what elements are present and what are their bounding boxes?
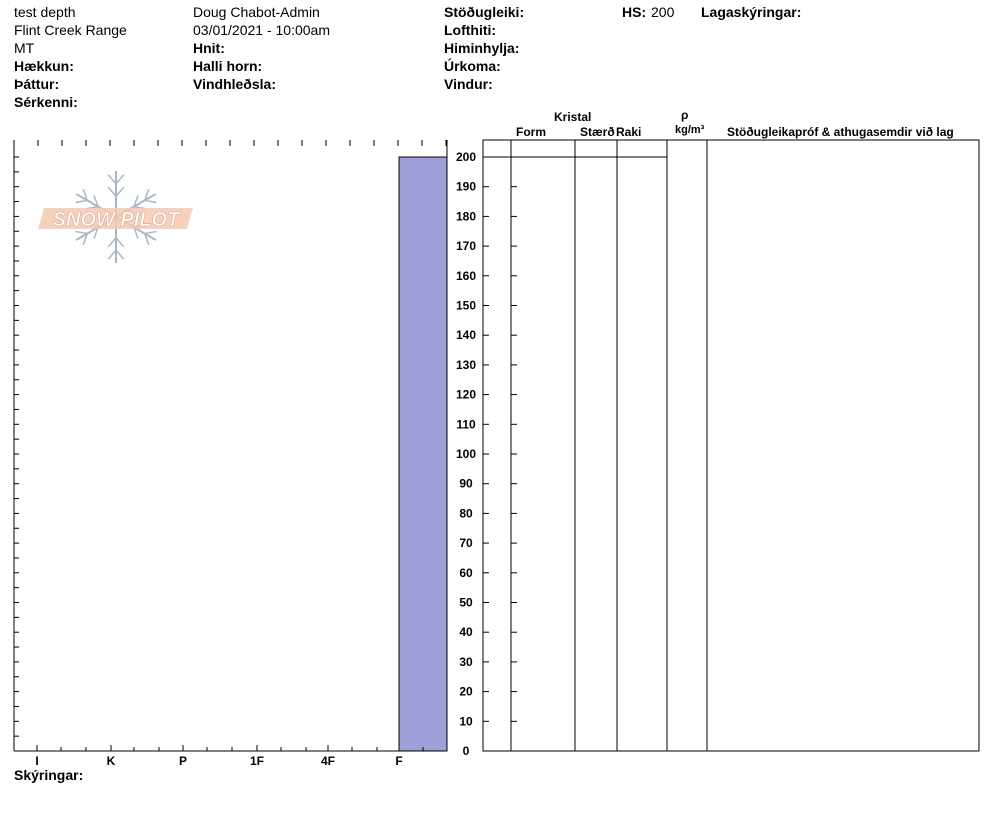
- depth-tick-label: 150: [455, 298, 477, 313]
- hardness-tick-label: P: [178, 754, 188, 768]
- moisture-heading: Raki: [616, 125, 642, 139]
- depth-tick-label: 20: [459, 684, 473, 699]
- snowflake-branch: [108, 250, 116, 259]
- columns-frame: [483, 140, 979, 751]
- rho-heading: ρ: [681, 108, 689, 122]
- depth-tick-label: 0: [462, 744, 470, 758]
- crystal-heading: Kristal: [554, 110, 592, 124]
- snowflake-branch: [116, 175, 124, 184]
- depth-tick-label: 50: [459, 595, 473, 610]
- snowflake-branch: [108, 175, 116, 184]
- hardness-layer-bar: [399, 157, 447, 751]
- depth-tick-label: 70: [459, 536, 473, 551]
- range-name: Flint Creek Range: [14, 22, 127, 38]
- depth-tick-label: 10: [459, 714, 473, 729]
- depth-tick-label: 200: [455, 150, 477, 164]
- footer-notes-label: Skýringar:: [14, 767, 84, 783]
- depth-tick-label: 80: [459, 506, 473, 521]
- precip-label: Úrkoma:: [444, 58, 501, 74]
- snowflake-branch: [145, 200, 157, 202]
- stability-label: Stöðugleiki:: [444, 4, 525, 20]
- form-heading: Form: [516, 125, 546, 139]
- snow-pilot-logo: [38, 171, 193, 263]
- sky-label: Himinhylja:: [444, 40, 520, 56]
- site-name: test depth: [14, 4, 76, 20]
- depth-tick-label: 130: [455, 357, 477, 372]
- hardness-tick-label: K: [106, 754, 116, 768]
- depth-tick-label: 60: [459, 565, 473, 580]
- snowflake-branch: [108, 238, 116, 247]
- hardness-tick-label: 1F: [249, 754, 265, 768]
- depth-tick-label: 170: [455, 239, 477, 254]
- hardness-axis: [14, 140, 447, 768]
- state-name: MT: [14, 40, 35, 56]
- depth-tick-label: 110: [456, 417, 476, 432]
- wind-label: Vindur:: [444, 76, 493, 92]
- slope-label: Halli horn:: [193, 58, 263, 74]
- layer-notes-label: Lagaskýringar:: [701, 4, 802, 20]
- specifics-label: Sérkenni:: [14, 94, 78, 110]
- wind-loading-label: Vindhleðsla:: [193, 76, 276, 92]
- hardness-tick-label: I: [35, 754, 39, 768]
- depth-tick-label: 120: [455, 387, 477, 402]
- observation-datetime: 03/01/2021 - 10:00am: [193, 22, 330, 38]
- air-temp-label: Lofthiti:: [444, 22, 497, 38]
- density-unit-heading: kg/m³: [675, 124, 705, 136]
- depth-tick-label: 100: [455, 447, 477, 461]
- depth-tick-label: 140: [455, 328, 477, 343]
- snowflake-branch: [116, 187, 124, 196]
- depth-tick-label: 160: [455, 268, 477, 283]
- logo-text: SNOW PILOT: [52, 209, 180, 231]
- snowflake-branch: [116, 238, 124, 247]
- depth-tick-label: 30: [459, 654, 473, 669]
- layer-columns-grid: [483, 140, 979, 751]
- aspect-label: Þáttur:: [14, 76, 60, 92]
- depth-tick-label: 40: [459, 625, 473, 640]
- hs-label: HS:: [622, 4, 647, 20]
- snowflake-branch: [116, 250, 124, 259]
- coordinates-label: Hnit:: [193, 40, 225, 56]
- depth-tick-label: 180: [455, 209, 477, 224]
- hardness-tick-label: 4F: [320, 754, 336, 768]
- snowflake-branch: [108, 187, 116, 196]
- hardness-tick-label: F: [395, 754, 403, 768]
- snowflake-branch: [145, 231, 157, 233]
- snowflake-branch: [76, 231, 88, 233]
- depth-tick-label: 190: [455, 179, 477, 194]
- observer-name: Doug Chabot-Admin: [193, 4, 320, 20]
- stability-notes-heading: Stöðugleikapróf & athugasemdir við lag: [727, 125, 954, 139]
- size-heading: Stærð: [580, 125, 615, 139]
- snowflake-branch: [76, 200, 88, 202]
- depth-tick-label: 90: [459, 476, 473, 491]
- depth-axis: [456, 150, 517, 758]
- hs-value: 200: [651, 4, 675, 20]
- elevation-label: Hækkun:: [14, 58, 74, 74]
